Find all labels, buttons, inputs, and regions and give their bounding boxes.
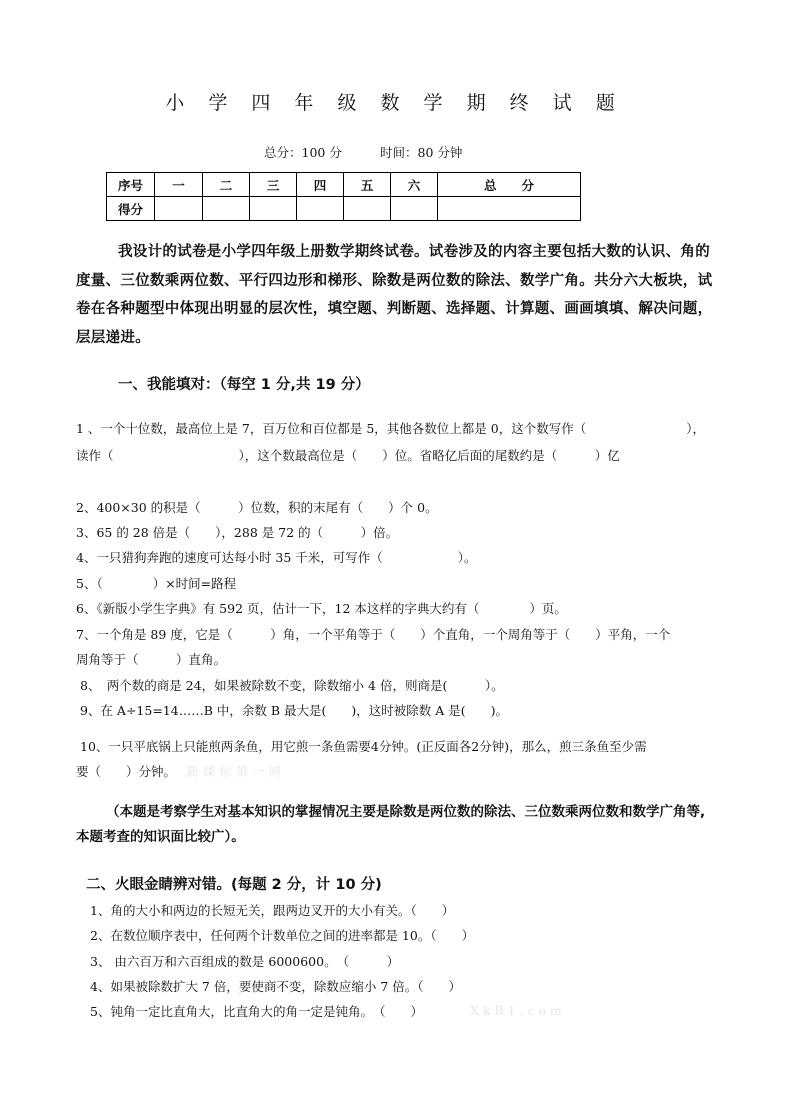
score-blank-cell[interactable]	[438, 197, 581, 221]
section2-heading: 二、火眼金睛辨对错。(每题 2 分，计 10 分)	[86, 877, 382, 893]
score-table-cell: 得分	[107, 197, 155, 221]
question-7-line1: 7、一个角是 89 度，它是（ ）角，一个平角等于（ ）个直角，一个周角等于（ ）平角，一个	[76, 627, 671, 642]
score-table-cell: 一	[155, 173, 203, 197]
question-9: 9、在 A÷15=14……B 中，余数 B 最大是( )，这时被除数 A 是( )。	[80, 703, 508, 718]
score-table-cell: 序号	[107, 173, 155, 197]
question-6: 6、《新版小学生字典》有 592 页，估计一下，12 本这样的字典大约有（ ）页。	[76, 601, 567, 616]
judge-item-4: 4、如果被除数扩大 7 倍，要使商不变，除数应缩小 7 倍。（ ）	[90, 979, 462, 994]
score-blank-cell[interactable]	[250, 197, 297, 221]
score-table-cell: 三	[250, 173, 297, 197]
question-3: 3、65 的 28 倍是（ ），288 是 72 的（ ）倍。	[76, 525, 399, 540]
watermark-text: 新 课 标 第 一 网	[186, 764, 281, 779]
question-7-line2: 周角等于（ ）直角。	[76, 652, 227, 667]
section1-note: （本题是考察学生对基本知识的掌握情况主要是除数是两位数的除法、三位数乘两位数和数学广角等,本题考查的知识面比较广）。	[76, 804, 706, 845]
score-blank-cell[interactable]	[297, 197, 344, 221]
question-2: 2、400×30 的积是（ ）位数，积的末尾有（ ）个 0。	[76, 500, 438, 515]
judge-item-1: 1、角的大小和两边的长短无关，跟两边叉开的大小有关。（ ）	[90, 903, 455, 918]
question-4: 4、一只猎狗奔跑的速度可达每小时 35 千米，可写作（ ）。	[76, 550, 477, 565]
score-blank-cell[interactable]	[155, 197, 203, 221]
score-table-cell: 四	[297, 173, 344, 197]
total-score: 总分：100 分	[264, 145, 342, 160]
question-10-line1: 10、一只平底锅上只能煎两条鱼，用它煎一条鱼需要4分钟。(正反面各2分钟)，那么，煎三条鱼至少需	[80, 739, 647, 754]
judge-item-3: 3、 由六百万和六百组成的数是 6000600。 （ ）	[90, 954, 400, 969]
score-table-score-row	[107, 197, 581, 221]
section1-heading: 一、我能填对：（每空 1 分,共 19 分）	[118, 377, 370, 393]
score-table-cell: 总 分	[438, 173, 581, 197]
score-table-header-row	[107, 173, 581, 197]
judge-item-2: 2、在数位顺序表中，任何两个计数单位之间的进率都是 10。（ ）	[90, 928, 475, 943]
page-title: 小 学 四 年 级 数 学 期 终 试 题	[165, 92, 624, 114]
question-5: 5、（ ）×时间=路程	[76, 576, 237, 591]
watermark-text: X k B 1 . c o m	[470, 1003, 562, 1018]
score-table	[106, 172, 581, 221]
score-table-cell: 六	[391, 173, 438, 197]
question-8: 8、 两个数的商是 24，如果被除数不变，除数缩小 4 倍，则商是( ）。	[80, 678, 504, 693]
intro-paragraph: 我设计的试卷是小学四年级上册数学期终试卷。试卷涉及的内容主要包括大数的认识、角的度量、三位数乘两位数、平行四边形和梯形、除数是两位数的除法、数学广角。共分六大板块，试卷在各种题型中体现出明显的层次性，填空题、判断题、选择题、计算题、画画填填、解决问题，层层递进。	[76, 244, 713, 346]
score-table-cell: 五	[344, 173, 391, 197]
question-1-line2: 读作（ ），这个数最高位是（ ）位。省略亿后面的尾数约是（ ）亿	[76, 448, 620, 463]
score-table-cell: 二	[203, 173, 250, 197]
exam-time: 时间：80 分钟	[380, 145, 463, 160]
judge-item-5: 5、钝角一定比直角大，比直角大的角一定是钝角。 （ ）	[90, 1004, 423, 1019]
score-blank-cell[interactable]	[203, 197, 250, 221]
question-1-line1: 1 、一个十位数，最高位上是 7，百万位和百位都是 5，其他各数位上都是 0，这个数写作（ ），	[76, 421, 705, 436]
score-blank-cell[interactable]	[344, 197, 391, 221]
score-blank-cell[interactable]	[391, 197, 438, 221]
question-10-line2: 要（ ）分钟。	[76, 764, 177, 779]
